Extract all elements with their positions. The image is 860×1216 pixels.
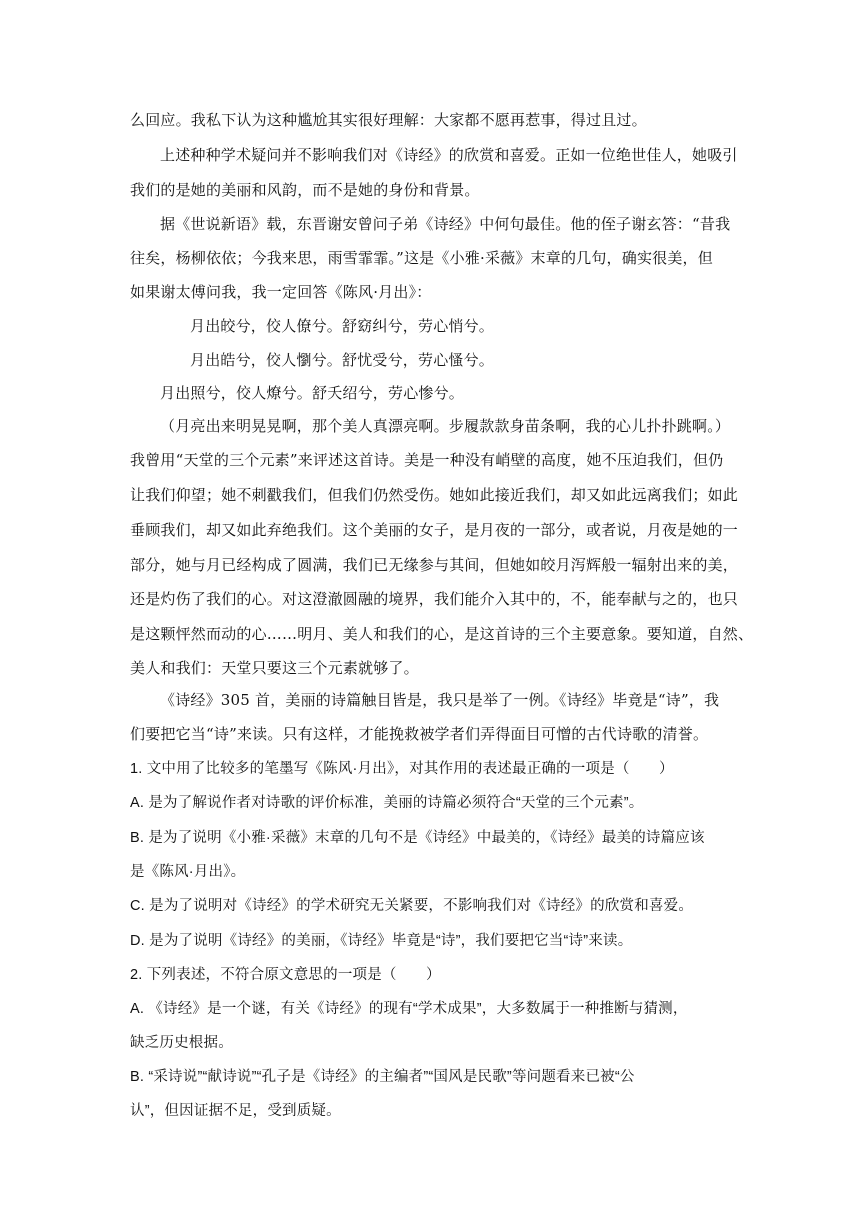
poem-verse: 月出皎兮，佼人僚兮。舒窈纠兮，劳心悄兮。 — [190, 317, 495, 335]
passage-paragraph: 《诗经》305 首，美丽的诗篇触目皆是，我只是举了一例。《诗经》毕竟是“诗”，我 — [160, 691, 720, 709]
passage-line: 么回应。我私下认为这种尴尬其实很好理解：大家都不愿再惹事，得过且过。 — [130, 111, 647, 129]
poem-verse: 月出照兮，佼人燎兮。舒夭绍兮，劳心惨兮。 — [160, 384, 465, 402]
passage-line: 是这颗怦然而动的心……明月、美人和我们的心，是这首诗的三个主要意象。要知道，自然、 — [130, 625, 754, 643]
question-2-option-a: A. 《诗经》是一个谜，有关《诗经》的现有“学术成果”，大多数属于一种推断与猜测， — [130, 1001, 688, 1017]
poem-verse: 月出皓兮，佼人懰兮。舒忧受兮，劳心慅兮。 — [190, 351, 495, 369]
question-2-option-b-cont: 认”，但因证据不足，受到质疑。 — [130, 1103, 341, 1119]
passage-paragraph: 上述种种学术疑问并不影响我们对《诗经》的欣赏和喜爱。正如一位绝世佳人，她吸引 — [160, 146, 738, 164]
passage-line: 我们的是她的美丽和风韵，而不是她的身份和背景。 — [130, 181, 480, 199]
question-2-option-b: B. “采诗说”“献诗说”“孔子是《诗经》的主编者”“国风是民歌”等问题看来已被“公 — [130, 1069, 635, 1085]
question-1-stem: 1. 文中用了比较多的笔墨写《陈风·月出》，对其作用的表述最正确的一项是（ ） — [130, 761, 674, 777]
passage-line: 垂顾我们，却又如此弃绝我们。这个美丽的女子，是月夜的一部分，或者说，月夜是她的一 — [130, 521, 739, 539]
question-2-option-a-cont: 缺乏历史根据。 — [130, 1035, 233, 1051]
question-1-option-b-cont: 是《陈风·月出》。 — [130, 864, 246, 880]
passage-paragraph: 我曾用“天堂的三个元素”来评述这首诗。美是一种没有峭壁的高度，她不压迫我们，但仍 — [130, 451, 724, 469]
passage-paragraph: 据《世说新语》载，东晋谢安曾问子弟《诗经》中何句最佳。他的侄子谢玄答：“昔我 — [160, 215, 731, 233]
question-1-option-c: C. 是为了说明对《诗经》的学术研究无关紧要，不影响我们对《诗经》的欣赏和喜爱。 — [130, 898, 694, 914]
passage-line: 如果谢太傅问我，我一定回答《陈风·月出》： — [130, 283, 432, 301]
question-1-option-d: D. 是为了说明《诗经》的美丽，《诗经》毕竟是“诗”，我们要把它当“诗”来读。 — [130, 933, 633, 949]
passage-line: 让我们仰望；她不刺戳我们，但我们仍然受伤。她如此接近我们，却又如此远离我们；如此 — [130, 486, 739, 504]
poem-translation: （月亮出来明晃晃啊，那个美人真漂亮啊。步履款款身苗条啊，我的心儿扑扑跳啊。） — [160, 417, 731, 435]
passage-line: 美人和我们：天堂只要这三个元素就够了。 — [130, 659, 419, 677]
question-2-stem: 2. 下列表述，不符合原文意思的一项是（ ） — [130, 967, 441, 983]
passage-line: 往矣，杨柳依依；今我来思，雨雪霏霏。”这是《小雅·采薇》末章的几句，确实很美，但 — [130, 249, 713, 267]
question-1-option-b: B. 是为了说明《小雅·采薇》末章的几句不是《诗经》中最美的，《诗经》最美的诗篇应该 — [130, 830, 705, 846]
passage-line: 部分，她与月已经构成了圆满，我们已无缘参与其间，但她如皎月泻辉般一辐射出来的美， — [130, 556, 739, 574]
passage-line: 们要把它当“诗”来读。只有这样，才能挽救被学者们弄得面目可憎的古代诗歌的清誉。 — [130, 725, 709, 743]
passage-line: 还是灼伤了我们的心。对这澄澈圆融的境界，我们能介入其中的，不，能奉献与之的，也只 — [130, 590, 739, 608]
question-1-option-a: A. 是为了解说作者对诗歌的评价标准，美丽的诗篇必须符合“天堂的三个元素”。 — [130, 795, 644, 811]
